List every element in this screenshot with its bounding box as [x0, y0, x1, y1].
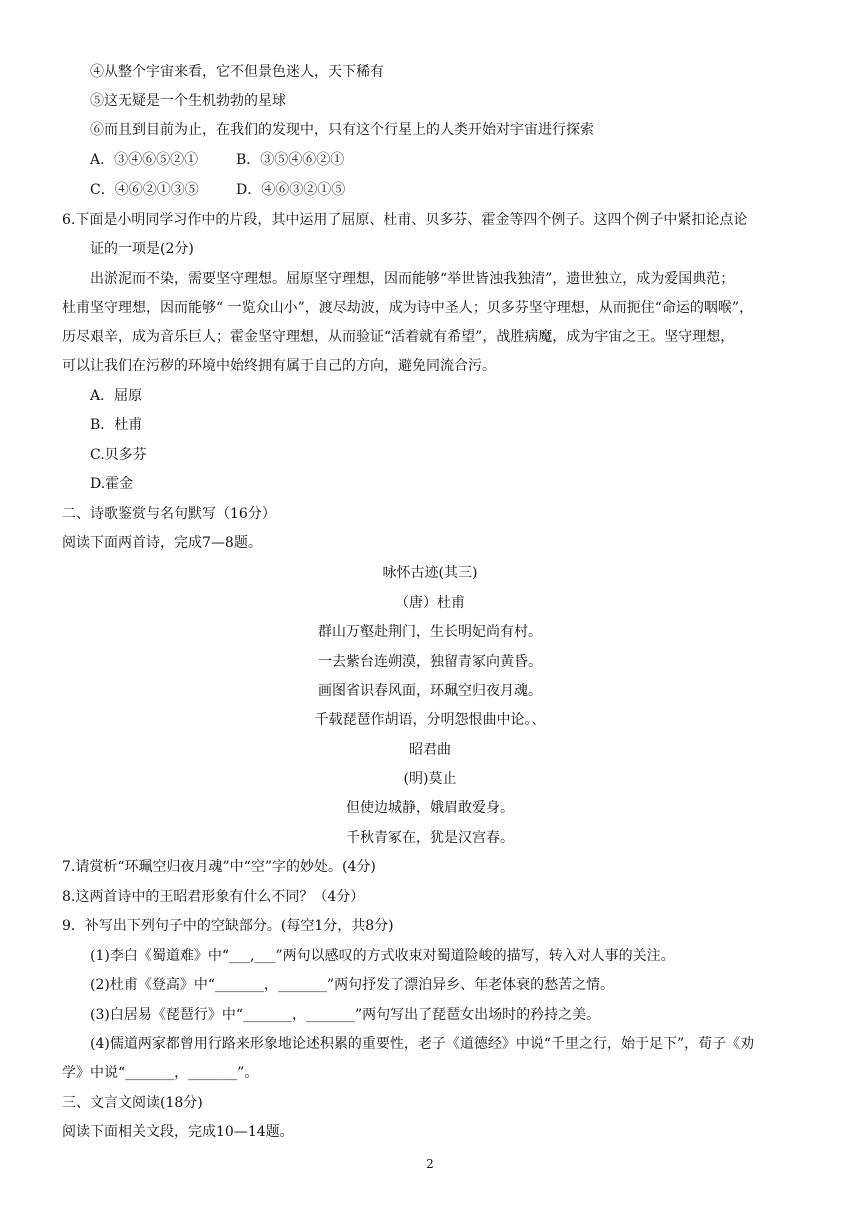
section-2-heading: 二、诗歌鉴赏与名句默写（16分）	[62, 506, 276, 522]
q5-item-6: ⑥而且到目前为止，在我们的发现中，只有这个行星上的人类开始对宇宙进行探索	[90, 122, 594, 138]
q9-item-2: (2)杜甫《登高》中“_______，_______”两句抒发了漂泊异乡、年老体衰的愁苦之情。	[90, 977, 615, 993]
poem-2-line-2: 千秋青冢在，犹是汉宫春。	[346, 830, 514, 846]
q6-passage-line-3: 历尽艰辛，成为音乐巨人；霍金坚守理想，从而验证“活着就有希望”，战胜病魔，成为宇宙之王。坚守理想，	[62, 329, 735, 345]
q6-stem-line-2: 证的一项是(2分)	[90, 241, 194, 257]
q9-item-4-line-2: 学》中说“_______，_______”。	[62, 1065, 259, 1081]
q6-option-a: A．屈原	[90, 388, 143, 404]
q5-option-d: D．④⑥③②①⑤	[236, 182, 346, 198]
section-3-heading: 三、文言文阅读(18分)	[62, 1095, 203, 1111]
section-2-intro: 阅读下面两首诗，完成7—8题。	[62, 535, 262, 551]
q9-item-4-line-1: (4)儒道两家都曾用行路来形象地论述积累的重要性，老子《道德经》中说“千里之行，始于足下”，荀子《劝	[90, 1036, 755, 1052]
q6-passage-line-1: 出淤泥而不染，需要坚守理想。屈原坚守理想，因而能够“举世皆浊我独清”，遗世独立，成为爱国典范；	[90, 271, 735, 287]
q9-stem: 9．补写出下列句子中的空缺部分。(每空1分，共8分)	[62, 918, 394, 934]
q5-option-a: A．③④⑥⑤②①	[90, 152, 199, 168]
page-number: 2	[426, 1157, 434, 1171]
poem-1-line-3: 画图省识春风面，环珮空归夜月魂。	[318, 683, 542, 699]
q5-item-4: ④从整个宇宙来看，它不但景色迷人，天下稀有	[90, 64, 384, 80]
q7-text: 7.请赏析“环珮空归夜月魂”中“空”字的妙处。(4分)	[62, 859, 376, 875]
section-3-intro: 阅读下面相关文段，完成10—14题。	[62, 1124, 294, 1140]
poem-2-line-1: 但使边城静，娥眉敢爱身。	[346, 800, 514, 816]
q6-stem-line-1: 6.下面是小明同学习作中的片段，其中运用了屈原、杜甫、贝多芬、霍金等四个例子。这四个例子中紧扣论点论	[62, 212, 748, 228]
q6-option-b: B．杜甫	[90, 417, 143, 433]
q5-item-5: ⑤这无疑是一个生机勃勃的星球	[90, 93, 286, 109]
q6-passage-line-4: 可以让我们在污秽的环境中始终拥有属于自己的方向，避免同流合污。	[62, 358, 496, 374]
q5-option-c: C．④⑥②①③⑤	[90, 182, 199, 198]
poem-1-author: （唐）杜甫	[395, 595, 465, 611]
poem-2-author: (明)莫止	[403, 771, 457, 787]
q9-item-1: (1)李白《蜀道难》中“___,___”两句以感叹的方式收束对蜀道险峻的描写，转入对人事的关注。	[90, 948, 675, 964]
poem-1-line-4: 千载琵琶作胡语，分明怨恨曲中论。、	[314, 712, 546, 728]
q8-text: 8.这两首诗中的王昭君形象有什么不同？（4分）	[62, 889, 365, 905]
q6-option-c: C.贝多芬	[90, 447, 147, 463]
q5-option-b: B．③⑤④⑥②①	[236, 152, 345, 168]
poem-1-line-1: 群山万壑赴荆门，生长明妃尚有村。	[318, 624, 542, 640]
q6-passage-line-2: 杜甫坚守理想，因而能够“ 一览众山小”，渡尽劫波，成为诗中圣人；贝多芬坚守理想，从而扼住“命运的咽喉”，	[62, 300, 754, 316]
q9-item-3: (3)白居易《琵琶行》中“_______，_______”两句写出了琵琶女出场时的矜持之美。	[90, 1007, 601, 1023]
poem-1-line-2: 一去紫台连朔漠，独留青冢向黄昏。	[318, 654, 542, 670]
poem-2-title: 昭君曲	[409, 742, 451, 758]
q6-option-d: D.霍金	[90, 476, 134, 492]
poem-1-title: 咏怀古迹(其三)	[382, 565, 478, 581]
